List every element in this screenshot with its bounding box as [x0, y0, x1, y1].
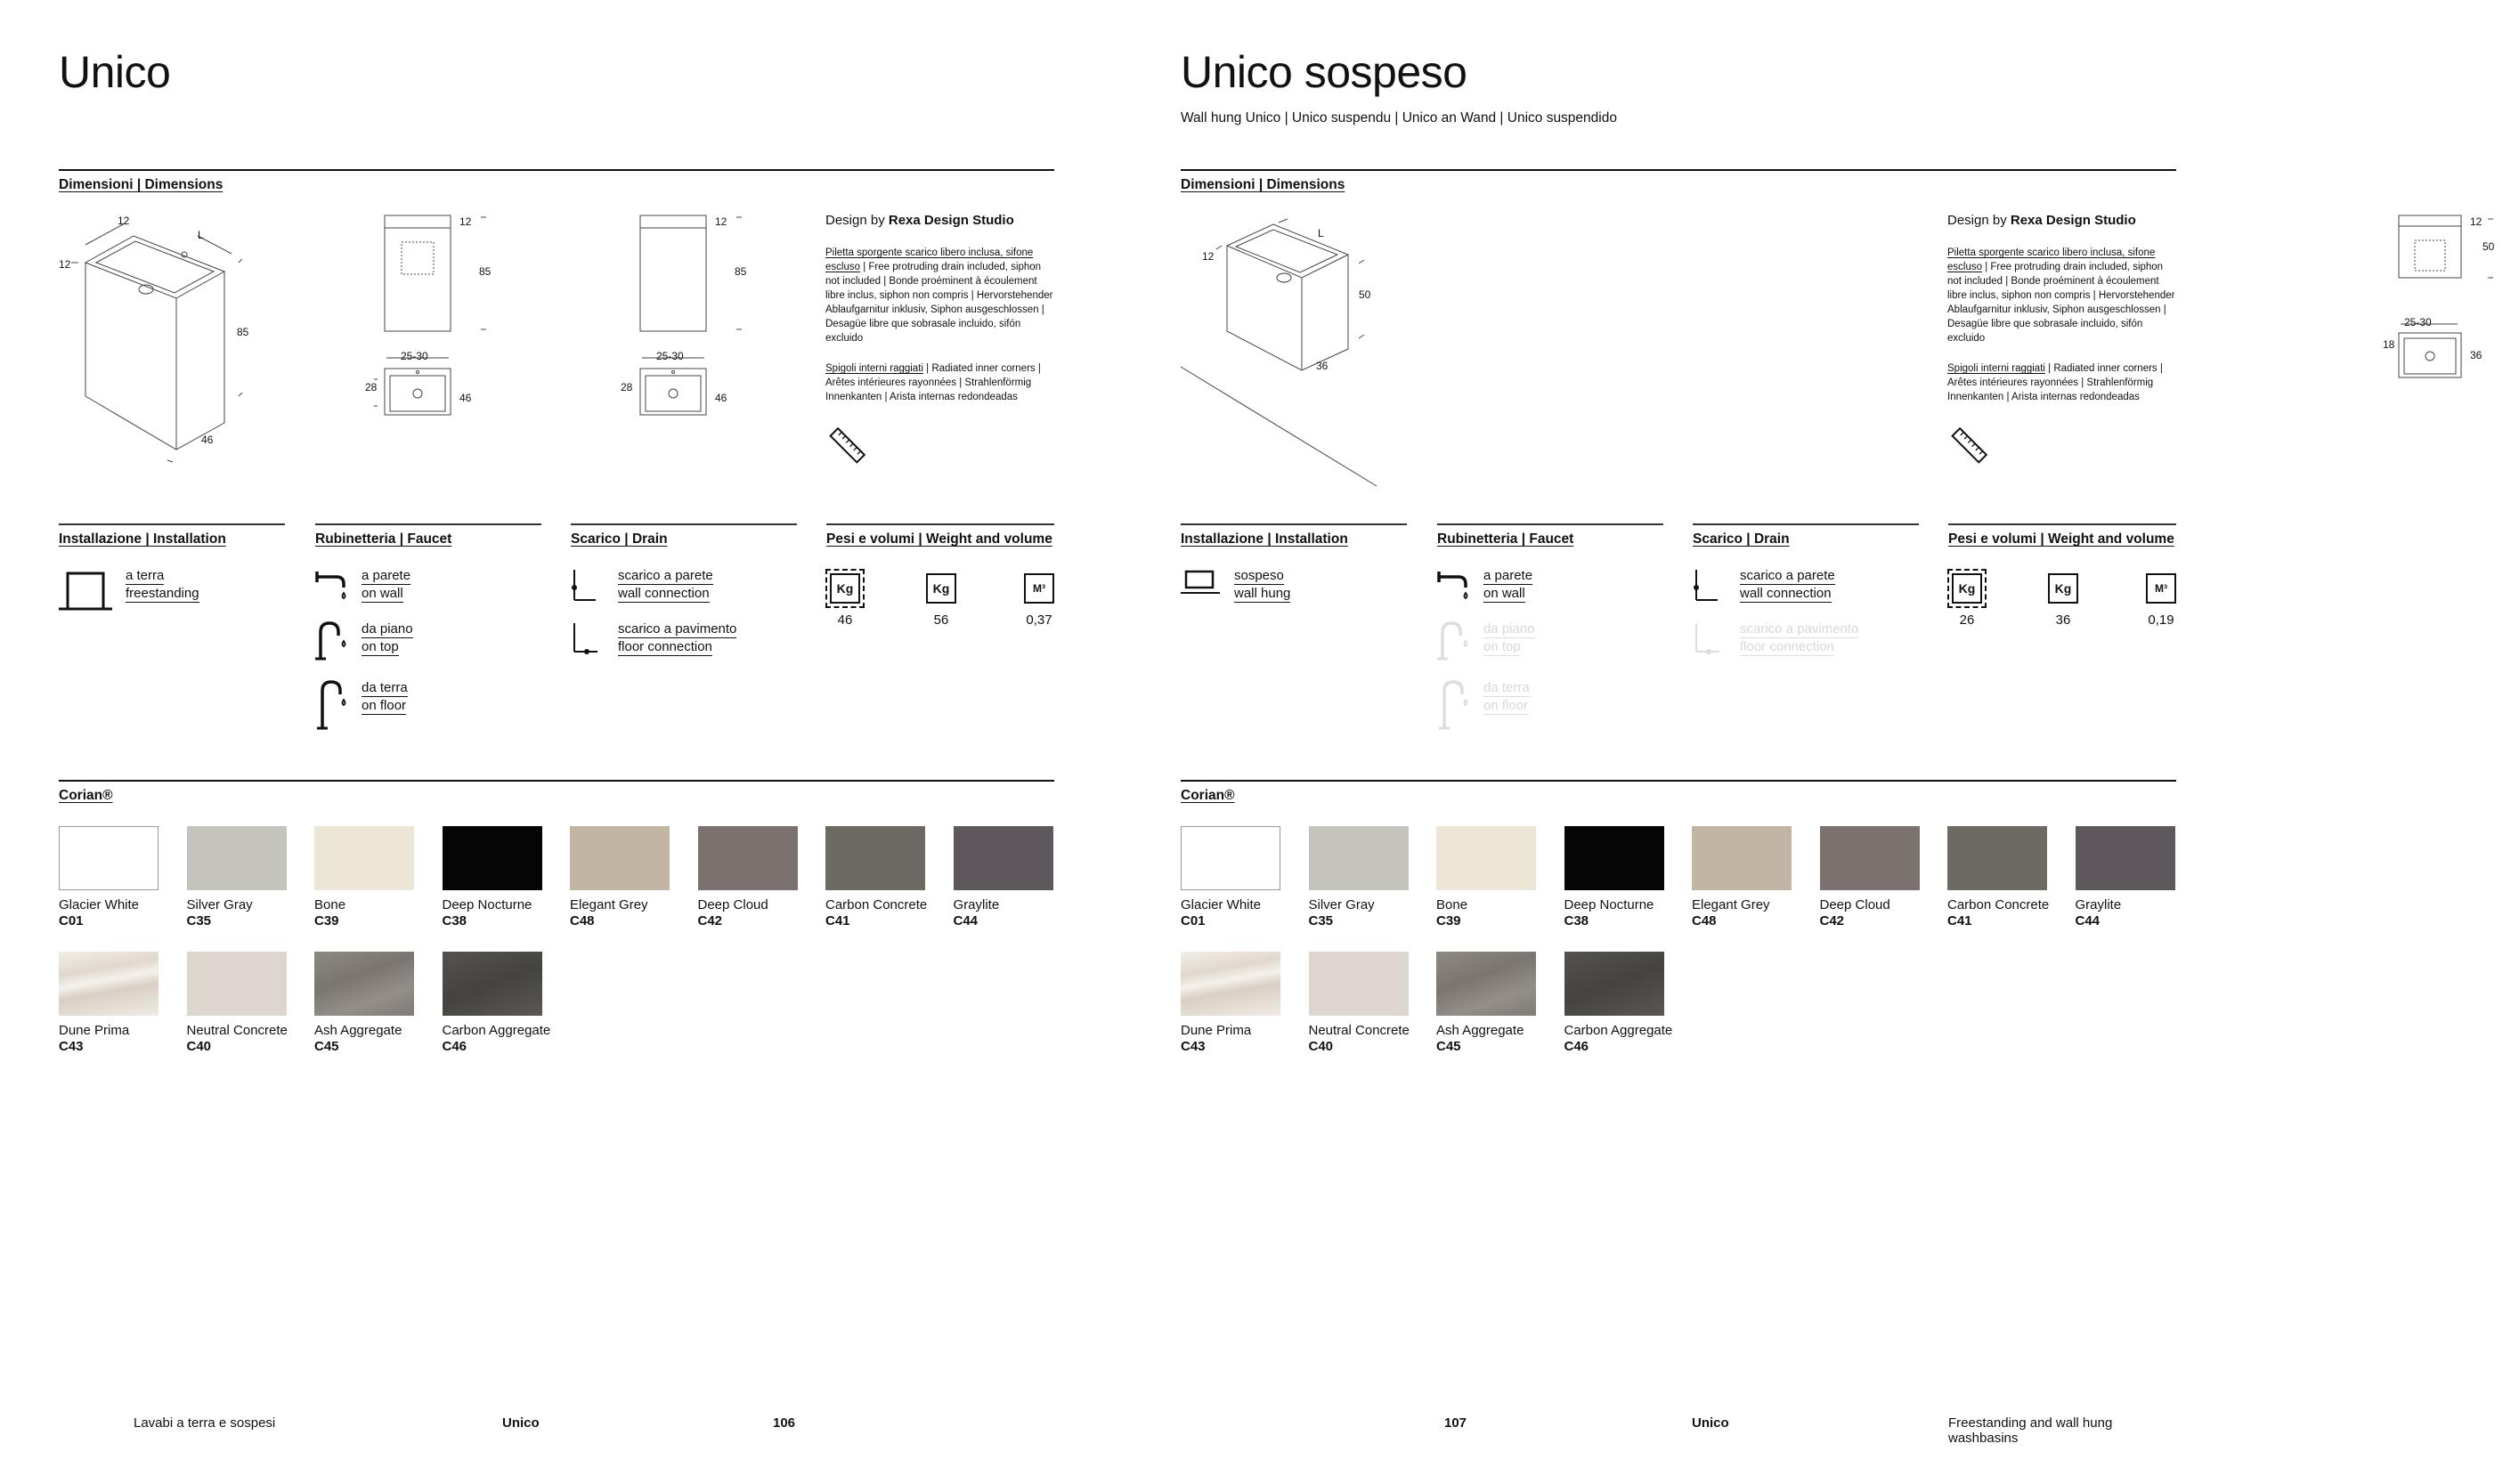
footer-section: Freestanding and wall hung washbasins — [1948, 1415, 2113, 1446]
volume-value: 0,19 — [2148, 612, 2174, 628]
dim-label: 85 — [479, 265, 492, 278]
net-weight-value: 26 — [1959, 612, 1975, 628]
color-swatch — [187, 952, 287, 1016]
color-name: Elegant Grey — [1692, 897, 1770, 912]
color-code: C43 — [59, 1039, 84, 1054]
color-name: Elegant Grey — [570, 897, 648, 912]
dim-label: 50 — [1359, 288, 1371, 301]
floor-faucet-icon — [1437, 678, 1473, 730]
net-weight-icon: Kg — [1952, 573, 1982, 604]
divider — [315, 523, 541, 525]
net-weight-icon: Kg — [830, 573, 860, 604]
dimensions-heading: Dimensioni | Dimensions — [59, 177, 223, 192]
color-swatch — [314, 826, 414, 890]
faucet-option: da piano on top — [1483, 621, 1535, 654]
color-code: C48 — [570, 913, 595, 929]
color-name: Graylite — [2075, 897, 2122, 912]
dim-label: 12 — [1202, 250, 1215, 263]
wall-hung-icon — [1181, 570, 1222, 596]
iso-drawing — [1181, 214, 1394, 490]
color-name: Neutral Concrete — [1308, 1023, 1410, 1038]
color-code: C38 — [1564, 913, 1589, 929]
dim-label: 12 — [715, 215, 727, 228]
right-page — [1113, 0, 2495, 1484]
floor-drain-icon — [571, 623, 597, 655]
dim-label: L — [198, 229, 204, 241]
color-swatch — [187, 826, 287, 890]
divider — [59, 780, 1054, 782]
faucet-option: da terra on floor — [362, 680, 408, 713]
page-title: Unico sospeso — [1181, 47, 1467, 97]
color-code: C45 — [314, 1039, 339, 1054]
dim-label: 50 — [2483, 240, 2495, 253]
color-name: Carbon Aggregate — [442, 1023, 551, 1038]
color-swatch — [1436, 952, 1536, 1016]
color-name: Bone — [314, 897, 346, 912]
front-view-drawing — [365, 210, 516, 437]
installation-option: a terra freestanding — [126, 568, 199, 601]
color-swatch — [1820, 826, 1920, 890]
installation-option: sospeso wall hung — [1234, 568, 1291, 601]
volume-icon: M³ — [2146, 573, 2176, 604]
faucet-option: da piano on top — [362, 621, 413, 654]
front-view-drawing — [621, 210, 772, 437]
color-code: C39 — [314, 913, 339, 929]
color-code: C38 — [442, 913, 467, 929]
design-by: Design by Rexa Design Studio — [825, 213, 1014, 228]
color-swatch — [825, 826, 925, 890]
color-swatch — [443, 826, 542, 890]
dim-label: 28 — [621, 381, 633, 393]
faucet-heading: Rubinetteria | Faucet — [1437, 531, 1574, 547]
divider — [59, 523, 285, 525]
color-code: C46 — [442, 1039, 467, 1054]
drain-note: Piletta sporgente scarico libero inclusa, sifone escluso | Free protruding drain included, siphon not included | Bonde proéminent à écoulement libre inclus, siphon non compris | Hervorstehender Ablaufgarnitur inklusiv, Siphon ausgeschlossen | Desagüe libre que sobrasale incluido, sifón excluido — [1947, 247, 2175, 344]
color-code: C42 — [697, 913, 723, 929]
drain-option: scarico a parete wall connection — [618, 568, 713, 601]
drain-heading: Scarico | Drain — [1693, 531, 1790, 547]
color-swatch — [1436, 826, 1536, 890]
color-name: Deep Cloud — [1819, 897, 1890, 912]
color-name: Ash Aggregate — [314, 1023, 402, 1038]
wall-faucet-icon — [315, 570, 351, 602]
freestanding-icon — [59, 570, 112, 611]
color-swatch — [2076, 826, 2175, 890]
divider — [59, 169, 1054, 171]
footer-product: Unico — [502, 1415, 540, 1431]
gross-weight-icon: Kg — [2048, 573, 2078, 604]
dim-label: 12 — [459, 215, 472, 228]
color-code: C48 — [1692, 913, 1717, 929]
color-swatch — [443, 952, 542, 1016]
design-by: Design by Rexa Design Studio — [1947, 213, 2136, 228]
dim-label: 12 — [2470, 215, 2483, 228]
color-code: C01 — [1181, 913, 1206, 929]
dim-label: 46 — [459, 392, 472, 404]
faucet-option: a parete on wall — [1483, 568, 1533, 601]
color-swatch — [1181, 952, 1280, 1016]
color-swatch — [1947, 826, 2047, 890]
front-view-drawing — [2383, 210, 2511, 388]
color-code: C41 — [825, 913, 850, 929]
color-swatch — [1564, 952, 1664, 1016]
page-subtitle: Wall hung Unico | Unico suspendu | Unico an Wand | Unico suspendido — [1181, 110, 1617, 126]
dim-label: 46 — [715, 392, 727, 404]
dim-label: 85 — [237, 326, 249, 338]
divider — [1181, 523, 1407, 525]
corian-heading: Corian® — [1181, 788, 1235, 803]
color-name: Dune Prima — [59, 1023, 130, 1038]
color-name: Silver Gray — [186, 897, 253, 912]
wall-drain-icon — [1693, 570, 1719, 602]
left-page — [0, 0, 1113, 1484]
top-faucet-icon — [1437, 620, 1473, 661]
drain-heading: Scarico | Drain — [571, 531, 668, 547]
dim-label: 85 — [735, 265, 747, 278]
volume-icon: M³ — [1024, 573, 1054, 604]
dim-label: 18 — [2383, 338, 2395, 351]
color-name: Carbon Concrete — [1947, 897, 2050, 912]
drain-option: scarico a parete wall connection — [1740, 568, 1835, 601]
installation-heading: Installazione | Installation — [1181, 531, 1348, 547]
color-code: C35 — [1308, 913, 1334, 929]
page-number: 107 — [1444, 1415, 1467, 1431]
floor-drain-icon — [1693, 623, 1719, 655]
iso-drawing — [53, 209, 267, 467]
color-name: Carbon Aggregate — [1564, 1023, 1673, 1038]
divider — [1437, 523, 1663, 525]
color-code: C44 — [953, 913, 979, 929]
wall-drain-icon — [571, 570, 597, 602]
color-swatch — [1564, 826, 1664, 890]
color-name: Deep Nocturne — [1564, 897, 1654, 912]
color-name: Deep Cloud — [697, 897, 768, 912]
volume-value: 0,37 — [1026, 612, 1052, 628]
gross-weight-icon: Kg — [926, 573, 956, 604]
color-code: C35 — [186, 913, 212, 929]
divider — [1181, 169, 2176, 171]
weight-heading: Pesi e volumi | Weight and volume — [826, 531, 1052, 547]
color-code: C44 — [2075, 913, 2101, 929]
drain-note: Piletta sporgente scarico libero inclusa, sifone escluso | Free protruding drain included, siphon not included | Bonde proéminent à écoulement libre inclus, siphon non compris | Hervorstehender Ablaufgarnitur inklusiv, Siphon ausgeschlossen | Desagüe libre que sobrasale incluido, sifón excluido — [825, 247, 1053, 344]
color-swatch — [1181, 826, 1280, 890]
color-name: Carbon Concrete — [825, 897, 928, 912]
drain-option: scarico a pavimento floor connection — [1740, 621, 1859, 654]
dim-label: 12 — [118, 215, 130, 227]
color-name: Glacier White — [1181, 897, 1262, 912]
corners-note: Spigoli interni raggiati | Radiated inner corners | Arêtes intérieures rayonnées | Strahlenförmig Innenkanten | Arista internas redondeadas — [825, 363, 1041, 402]
color-name: Bone — [1436, 897, 1468, 912]
installation-heading: Installazione | Installation — [59, 531, 226, 547]
weight-heading: Pesi e volumi | Weight and volume — [1948, 531, 2174, 547]
color-swatch — [1692, 826, 1792, 890]
dim-label: 28 — [365, 381, 378, 393]
dimensions-heading: Dimensioni | Dimensions — [1181, 177, 1345, 192]
dim-label: 25-30 — [2404, 316, 2432, 328]
page-number: 106 — [773, 1415, 796, 1431]
dim-label: 12 — [59, 258, 71, 271]
color-name: Ash Aggregate — [1436, 1023, 1524, 1038]
color-swatch — [1309, 952, 1409, 1016]
dim-label: 36 — [1316, 360, 1329, 372]
color-name: Neutral Concrete — [186, 1023, 288, 1038]
footer-section: Lavabi a terra e sospesi — [134, 1415, 276, 1431]
color-swatch — [570, 826, 670, 890]
faucet-option: da terra on floor — [1483, 680, 1530, 713]
color-name: Deep Nocturne — [442, 897, 532, 912]
dim-label: L — [1318, 227, 1324, 239]
color-swatch — [1309, 826, 1409, 890]
wall-faucet-icon — [1437, 570, 1473, 602]
dim-label: 25-30 — [656, 350, 684, 362]
floor-faucet-icon — [315, 678, 351, 730]
ruler-icon — [826, 426, 867, 466]
gross-weight-value: 56 — [933, 612, 949, 628]
ruler-icon — [1948, 426, 1989, 466]
color-code: C45 — [1436, 1039, 1461, 1054]
color-name: Graylite — [953, 897, 1000, 912]
top-faucet-icon — [315, 620, 351, 661]
color-swatch — [59, 826, 158, 890]
color-swatch — [59, 952, 158, 1016]
page-title: Unico — [59, 47, 171, 97]
faucet-heading: Rubinetteria | Faucet — [315, 531, 452, 547]
color-code: C40 — [186, 1039, 212, 1054]
color-name: Glacier White — [59, 897, 140, 912]
divider — [1181, 780, 2176, 782]
divider — [1693, 523, 1919, 525]
color-swatch — [698, 826, 798, 890]
color-code: C40 — [1308, 1039, 1334, 1054]
color-code: C43 — [1181, 1039, 1206, 1054]
dim-label: 25-30 — [401, 350, 428, 362]
dim-label: 46 — [201, 434, 214, 446]
drain-option: scarico a pavimento floor connection — [618, 621, 737, 654]
color-code: C46 — [1564, 1039, 1589, 1054]
color-code: C42 — [1819, 913, 1845, 929]
net-weight-value: 46 — [837, 612, 853, 628]
color-swatch — [314, 952, 414, 1016]
dim-label: 36 — [2470, 349, 2483, 361]
color-code: C01 — [59, 913, 84, 929]
divider — [571, 523, 797, 525]
footer-product: Unico — [1692, 1415, 1729, 1431]
color-name: Dune Prima — [1181, 1023, 1252, 1038]
gross-weight-value: 36 — [2055, 612, 2071, 628]
color-code: C41 — [1947, 913, 1972, 929]
color-swatch — [954, 826, 1053, 890]
color-name: Silver Gray — [1308, 897, 1375, 912]
corners-note: Spigoli interni raggiati | Radiated inner corners | Arêtes intérieures rayonnées | Strahlenförmig Innenkanten | Arista internas redondeadas — [1947, 363, 2163, 402]
faucet-option: a parete on wall — [362, 568, 411, 601]
divider — [826, 523, 1054, 525]
color-code: C39 — [1436, 913, 1461, 929]
divider — [1948, 523, 2176, 525]
corian-heading: Corian® — [59, 788, 113, 803]
